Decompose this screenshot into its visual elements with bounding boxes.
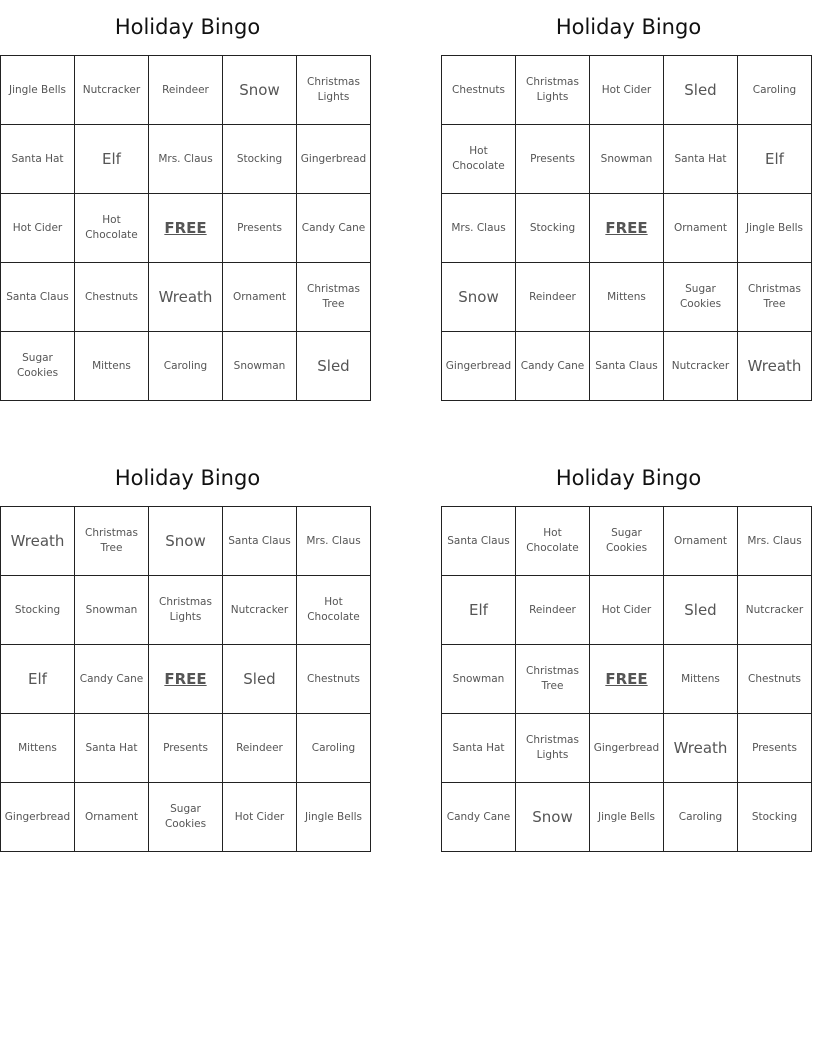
bingo-cell: Sugar Cookies — [590, 507, 664, 576]
bingo-cell: Santa Hat — [1, 125, 75, 194]
bingo-cell: Santa Claus — [590, 332, 664, 401]
bingo-cell: Presents — [738, 714, 812, 783]
bingo-cell: Wreath — [1, 507, 75, 576]
bingo-cell: Christmas Lights — [297, 56, 371, 125]
bingo-cell: Christmas Lights — [149, 576, 223, 645]
bingo-cell: Sled — [664, 576, 738, 645]
bingo-cell: Mrs. Claus — [297, 507, 371, 576]
bingo-cell: Snowman — [590, 125, 664, 194]
card-title: Holiday Bingo — [555, 466, 702, 490]
bingo-cell: Mittens — [75, 332, 149, 401]
bingo-cell: Sled — [223, 645, 297, 714]
bingo-cell: Hot Chocolate — [297, 576, 371, 645]
bingo-cell: Sugar Cookies — [149, 783, 223, 852]
bingo-cell: Chestnuts — [442, 56, 516, 125]
bingo-cell: Stocking — [516, 194, 590, 263]
bingo-cell: Snowman — [223, 332, 297, 401]
bingo-cell: Sled — [297, 332, 371, 401]
bingo-cell: Mrs. Claus — [738, 507, 812, 576]
free-space-cell: FREE — [590, 645, 664, 714]
bingo-cell: Mittens — [664, 645, 738, 714]
bingo-cell: Jingle Bells — [297, 783, 371, 852]
bingo-cell: Hot Cider — [223, 783, 297, 852]
bingo-cell: Reindeer — [516, 263, 590, 332]
free-space-cell: FREE — [149, 194, 223, 263]
bingo-cell: Hot Chocolate — [75, 194, 149, 263]
bingo-cell: Hot Chocolate — [442, 125, 516, 194]
bingo-cell: Christmas Tree — [738, 263, 812, 332]
bingo-cell: Chestnuts — [738, 645, 812, 714]
bingo-cell: Snow — [442, 263, 516, 332]
bingo-cell: Chestnuts — [75, 263, 149, 332]
bingo-cell: Elf — [738, 125, 812, 194]
bingo-cell: Mrs. Claus — [149, 125, 223, 194]
bingo-cell: Christmas Lights — [516, 714, 590, 783]
bingo-cell: Hot Cider — [590, 576, 664, 645]
card-title: Holiday Bingo — [114, 15, 261, 39]
bingo-cell: Elf — [442, 576, 516, 645]
bingo-cell: Christmas Tree — [75, 507, 149, 576]
bingo-cell: Candy Cane — [516, 332, 590, 401]
bingo-cell: Gingerbread — [297, 125, 371, 194]
bingo-cell: Jingle Bells — [1, 56, 75, 125]
bingo-cell: Gingerbread — [442, 332, 516, 401]
free-space-cell: FREE — [590, 194, 664, 263]
bingo-cell: Nutcracker — [223, 576, 297, 645]
bingo-cell: Christmas Tree — [516, 645, 590, 714]
bingo-cell: Stocking — [1, 576, 75, 645]
card-title: Holiday Bingo — [114, 466, 261, 490]
bingo-cell: Hot Chocolate — [516, 507, 590, 576]
bingo-cell: Nutcracker — [738, 576, 812, 645]
bingo-cell: Caroling — [738, 56, 812, 125]
bingo-cell: Hot Cider — [1, 194, 75, 263]
bingo-cell: Mittens — [590, 263, 664, 332]
bingo-cell: Chestnuts — [297, 645, 371, 714]
bingo-cell: Nutcracker — [664, 332, 738, 401]
bingo-cell: Snowman — [442, 645, 516, 714]
bingo-cell: Hot Cider — [590, 56, 664, 125]
bingo-cell: Christmas Tree — [297, 263, 371, 332]
bingo-cell: Santa Hat — [664, 125, 738, 194]
bingo-cell: Stocking — [738, 783, 812, 852]
bingo-cell: Ornament — [664, 194, 738, 263]
bingo-cell: Presents — [516, 125, 590, 194]
bingo-cell: Santa Claus — [223, 507, 297, 576]
bingo-cell: Caroling — [149, 332, 223, 401]
bingo-cell: Snowman — [75, 576, 149, 645]
bingo-cell: Jingle Bells — [738, 194, 812, 263]
bingo-grid — [441, 55, 812, 401]
bingo-cell: Caroling — [297, 714, 371, 783]
bingo-cell: Mrs. Claus — [442, 194, 516, 263]
bingo-cell: Santa Hat — [75, 714, 149, 783]
bingo-cell: Snow — [516, 783, 590, 852]
bingo-grid — [0, 55, 371, 401]
bingo-cell: Ornament — [664, 507, 738, 576]
bingo-cell: Sled — [664, 56, 738, 125]
bingo-cell: Wreath — [149, 263, 223, 332]
bingo-cell: Ornament — [75, 783, 149, 852]
bingo-grid — [441, 506, 812, 852]
bingo-cell: Presents — [223, 194, 297, 263]
bingo-cell: Candy Cane — [75, 645, 149, 714]
bingo-cell: Christmas Lights — [516, 56, 590, 125]
bingo-cell: Snow — [223, 56, 297, 125]
bingo-cell: Sugar Cookies — [664, 263, 738, 332]
bingo-cell: Gingerbread — [590, 714, 664, 783]
bingo-cell: Gingerbread — [1, 783, 75, 852]
bingo-cell: Elf — [1, 645, 75, 714]
bingo-cell: Wreath — [738, 332, 812, 401]
bingo-cell: Sugar Cookies — [1, 332, 75, 401]
bingo-cell: Candy Cane — [442, 783, 516, 852]
bingo-grid — [0, 506, 371, 852]
bingo-cell: Caroling — [664, 783, 738, 852]
bingo-cell: Wreath — [664, 714, 738, 783]
free-space-cell: FREE — [149, 645, 223, 714]
bingo-cell: Reindeer — [223, 714, 297, 783]
bingo-cell: Santa Claus — [442, 507, 516, 576]
bingo-cell: Santa Hat — [442, 714, 516, 783]
bingo-cell: Elf — [75, 125, 149, 194]
bingo-cell: Candy Cane — [297, 194, 371, 263]
bingo-cell: Jingle Bells — [590, 783, 664, 852]
bingo-cell: Nutcracker — [75, 56, 149, 125]
bingo-cell: Presents — [149, 714, 223, 783]
bingo-cell: Stocking — [223, 125, 297, 194]
bingo-cell: Snow — [149, 507, 223, 576]
bingo-cell: Santa Claus — [1, 263, 75, 332]
card-title: Holiday Bingo — [555, 15, 702, 39]
bingo-cell: Reindeer — [516, 576, 590, 645]
bingo-cell: Reindeer — [149, 56, 223, 125]
bingo-cell: Ornament — [223, 263, 297, 332]
bingo-cell: Mittens — [1, 714, 75, 783]
